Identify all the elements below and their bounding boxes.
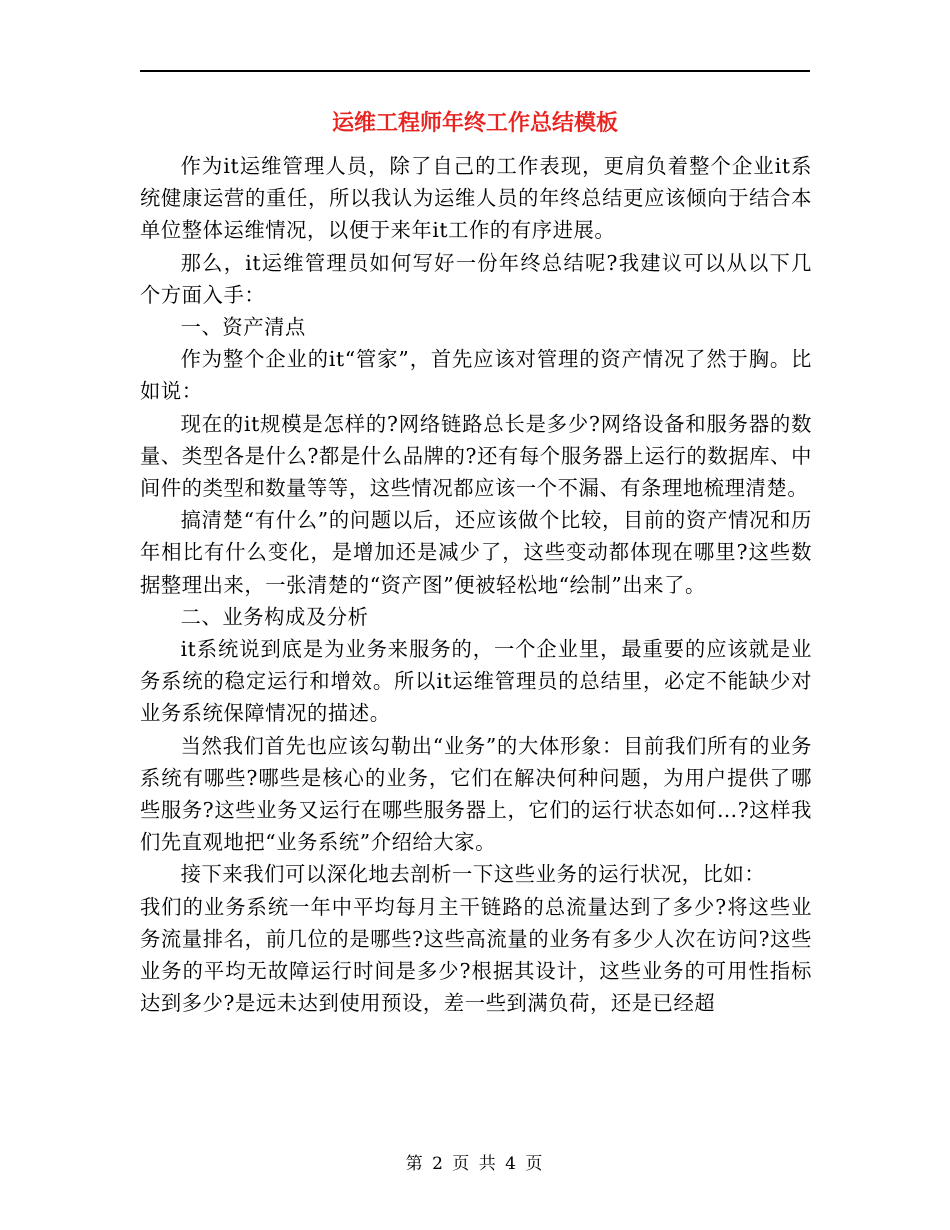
body-paragraph: 我们的业务系统一年中平均每月主干链路的总流量达到了多少?将这些业务流量排名，前几位的是哪些?这些高流量的业务有多少人次在访问?这些业务的平均无故障运行时间是多少?根据其设计，这些业务的可用性指标达到多少?是远未达到使用预设，差一些到满负荷，还是已经超 (140, 894, 812, 1016)
body-paragraph: 那么，it运维管理员如何写好一份年终总结呢?我建议可以从以下几个方面入手： (140, 250, 812, 307)
body-paragraph: it系统说到底是为业务来服务的，一个企业里，最重要的应该就是业务系统的稳定运行和增效。所以it运维管理员的总结里，必定不能缺少对业务系统保障情况的描述。 (140, 637, 812, 726)
body-paragraph: 作为整个企业的it“管家”，首先应该对管理的资产情况了然于胸。比如说： (140, 347, 812, 404)
body-paragraph: 一、资产清点 (180, 315, 306, 340)
header-rule (140, 70, 810, 72)
body-paragraph: 搞清楚“有什么”的问题以后，还应该做个比较，目前的资产情况和历年相比有什么变化，是增加还是减少了，这些变动都体现在哪里?这些数据整理出来，一张清楚的“资产图”便被轻松地“绘制”出来了。 (140, 508, 812, 597)
document-title: 运维工程师年终工作总结模板 (331, 111, 618, 136)
body-paragraph: 作为it运维管理人员，除了自己的工作表现，更肩负着整个企业it系统健康运营的重任，所以我认为运维人员的年终总结更应该倾向于结合本单位整体运维情况，以便于来年it工作的有序进展。 (140, 154, 812, 243)
body-paragraph: 现在的it规模是怎样的?网络链路总长是多少?网络设备和服务器的数量、类型各是什么?都是什么品牌的?还有每个服务器上运行的数据库、中间件的类型和数量等等，这些情况都应该一个不漏、有条理地梳理清楚。 (140, 411, 812, 501)
body-paragraph: 接下来我们可以深化地去剖析一下这些业务的运行状况，比如： (180, 862, 766, 887)
page-footer: 第 2 页 共 4 页 (405, 1154, 545, 1174)
body-paragraph: 当然我们首先也应该勾勒出“业务”的大体形象：目前我们所有的业务系统有哪些?哪些是核心的业务，它们在解决何种问题，为用户提供了哪些服务?这些业务又运行在哪些服务器上，它们的运行状态如何…?这样我们先直观地把“业务系统”介绍给大家。 (140, 733, 812, 855)
body-paragraph: 二、业务构成及分析 (180, 604, 369, 629)
document-body (140, 150, 812, 1019)
